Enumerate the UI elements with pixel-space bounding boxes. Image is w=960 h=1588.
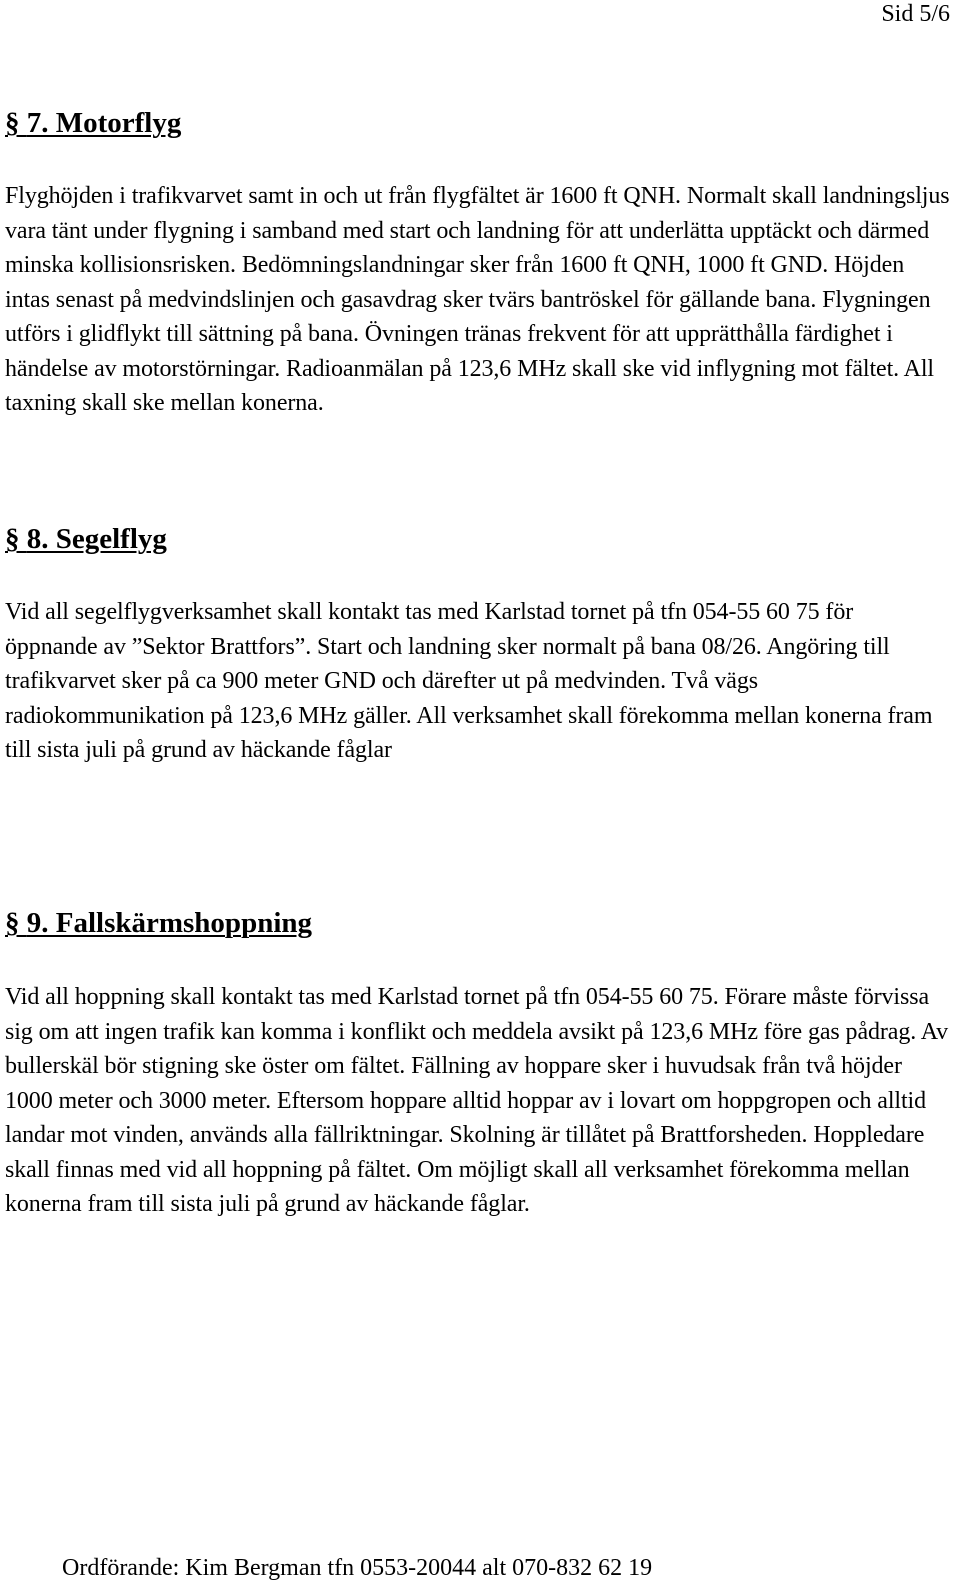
section-paragraph: Vid all segelflygverksamhet skall kontakt tas med Karlstad tornet på tfn 054-55 60 75 för öppnande av ”Sektor Brattfors”. Start och landning sker normalt på bana 08/26. Angöring till trafikvarvet sker på ca 900 meter GND och därefter ut på medvinden. Två vägs radiokommunikation på 123,6 MHz gäller. All verksamhet skall förekomma mellan konerna fram till sista juli på grund av häckande fåglar [5, 599, 933, 763]
section-title: 7. Motorflyg [26, 107, 182, 139]
section-segelflyg [5, 522, 950, 768]
section-heading [5, 906, 950, 940]
section-title: 9. Fallskärmshoppning [26, 907, 313, 939]
section-motorflyg [5, 106, 950, 421]
section-heading [5, 522, 950, 556]
section-paragraph: Flyghöjden i trafikvarvet samt in och ut från flygfältet är 1600 ft QNH. Normalt skall landningsljus vara tänt under flygning i samband med start och landning för att underlätta upptäckt och därmed minska kollisionsrisken. Bedömningslandningar sker från 1600 ft QNH, 1000 ft GND. Höjden intas senast på medvindslinjen och gasavdrag sker tvärs bantröskel för gällande bana. Flygningen utförs i glidflykt till sättning på bana. Övningen tränas frekvent för att upprätthålla färdighet i händelse av motorstörningar. Radioanmälan på 123,6 MHz skall ske vid inflygning mot fältet. All taxning skall ske mellan konerna. [5, 183, 950, 416]
section-title: 8. Segelflyg [26, 523, 167, 555]
section-fallskarmshoppning [5, 906, 950, 1222]
section-heading [5, 106, 950, 140]
section-paragraph: Vid all hoppning skall kontakt tas med Karlstad tornet på tfn 054-55 60 75. Förare måste förvissa sig om att ingen trafik kan komma i konflikt och meddela avsikt på 123,6 MHz före gas pådrag. Av bullerskäl bör stigning ske öster om fältet. Fällning av hoppare sker i huvudsak från två höjder 1000 meter och 3000 meter. Eftersom hoppare alltid hoppar av i lovart om hoppgropen och alltid landar mot vinden, används alla fällriktningar. Skolning är tillåtet på Brattforsheden. Hoppledare skall finnas med vid all hoppning på fältet. Om möjligt skall all verksamhet förekomma mellan konerna fram till sista juli på grund av häckande fåglar. [5, 984, 949, 1217]
section-symbol: § [5, 107, 20, 139]
footer-contact: Ordförande: Kim Bergman tfn 0553-20044 alt 070-832 62 19 [62, 1555, 653, 1581]
section-symbol: § [5, 523, 20, 555]
section-symbol: § [5, 907, 20, 939]
page-number: Sid 5/6 [881, 1, 950, 27]
